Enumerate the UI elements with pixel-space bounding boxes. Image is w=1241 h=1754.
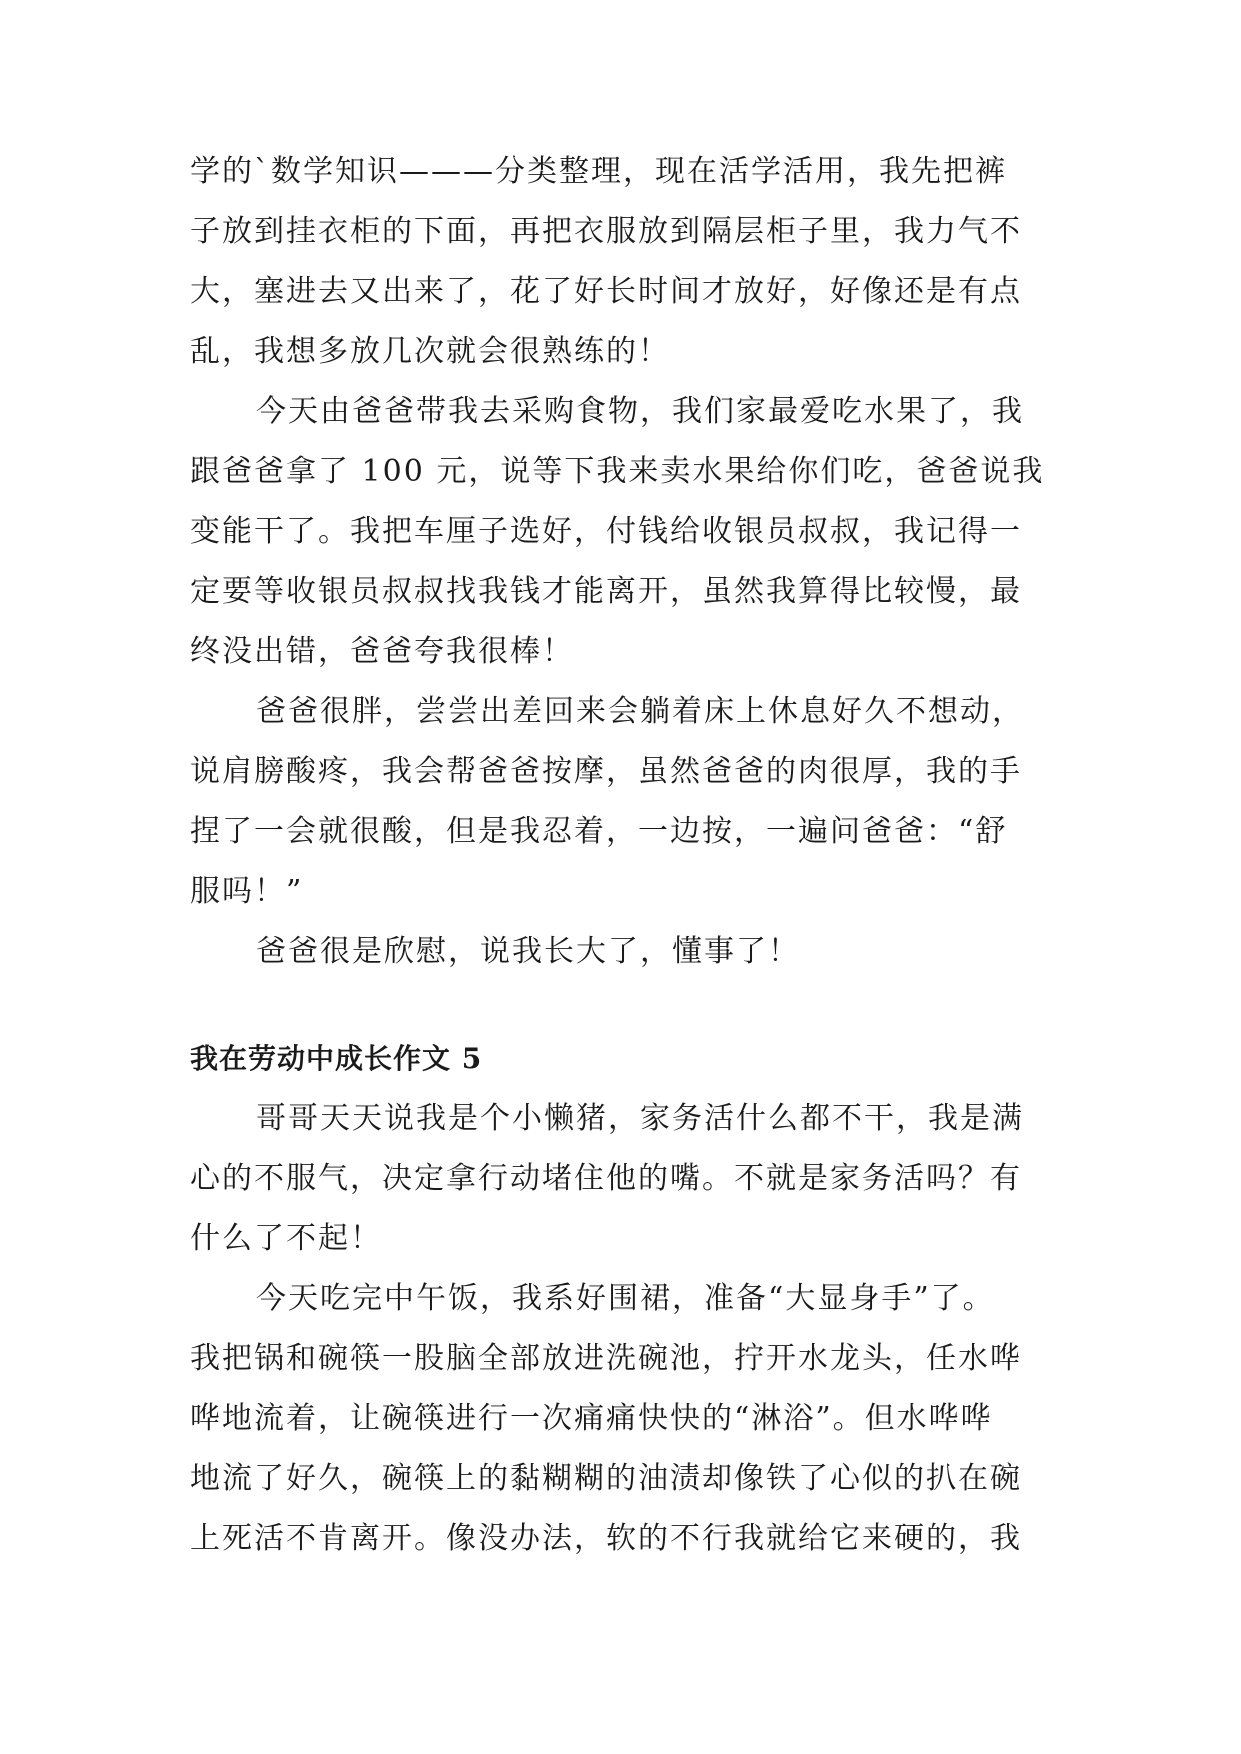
text-line: 学的`数学知识———分类整理，现在活学活用，我先把裤 <box>190 154 1007 189</box>
text-line: 捏了一会就很酸，但是我忍着，一边按，一遍问爸爸：“舒 <box>190 814 1008 849</box>
text-line: 哗地流着，让碗筷进行一次痛痛快快的“淋浴”。但水哗哗 <box>190 1401 993 1436</box>
text-line: 我把锅和碗筷一股脑全部放进洗碗池，拧开水龙头，任水哗 <box>190 1341 1022 1376</box>
paragraph-first-line: 哥哥天天说我是个小懒猪，家务活什么都不干，我是满 <box>256 1101 1024 1136</box>
section-heading: 我在劳动中成长作文 5 <box>190 1042 483 1075</box>
text-line: 什么了不起！ <box>190 1221 382 1256</box>
text-line: 地流了好久，碗筷上的黏糊糊的油渍却像铁了心似的扒在碗 <box>190 1461 1022 1496</box>
text-line: 终没出错，爸爸夸我很棒！ <box>190 634 574 669</box>
text-line: 乱，我想多放几次就会很熟练的！ <box>190 334 670 369</box>
text-line: 心的不服气，决定拿行动堵住他的嘴。不就是家务活吗？有 <box>190 1161 1022 1196</box>
paragraph-first-line: 爸爸很胖，尝尝出差回来会躺着床上休息好久不想动， <box>256 694 1024 729</box>
text-line: 定要等收银员叔叔找我钱才能离开，虽然我算得比较慢，最 <box>190 574 1022 609</box>
text-line: 上死活不肯离开。像没办法，软的不行我就给它来硬的，我 <box>190 1521 1022 1556</box>
paragraph-first-line: 今天由爸爸带我去采购食物，我们家最爱吃水果了，我 <box>256 394 1024 429</box>
text-line: 变能干了。我把车厘子选好，付钱给收银员叔叔，我记得一 <box>190 514 1022 549</box>
paragraph-first-line: 爸爸很是欣慰，说我长大了，懂事了！ <box>256 934 800 969</box>
text-line: 子放到挂衣柜的下面，再把衣服放到隔层柜子里，我力气不 <box>190 214 1022 249</box>
text-line: 大，塞进去又出来了，花了好长时间才放好，好像还是有点 <box>190 274 1022 309</box>
text-line: 说肩膀酸疼，我会帮爸爸按摩，虽然爸爸的肉很厚，我的手 <box>190 754 1022 789</box>
text-line: 服吗！” <box>190 874 304 909</box>
paragraph-first-line: 今天吃完中午饭，我系好围裙，准备“大显身手”了。 <box>256 1281 995 1316</box>
text-line: 跟爸爸拿了 100 元，说等下我来卖水果给你们吃，爸爸说我 <box>190 454 1045 489</box>
